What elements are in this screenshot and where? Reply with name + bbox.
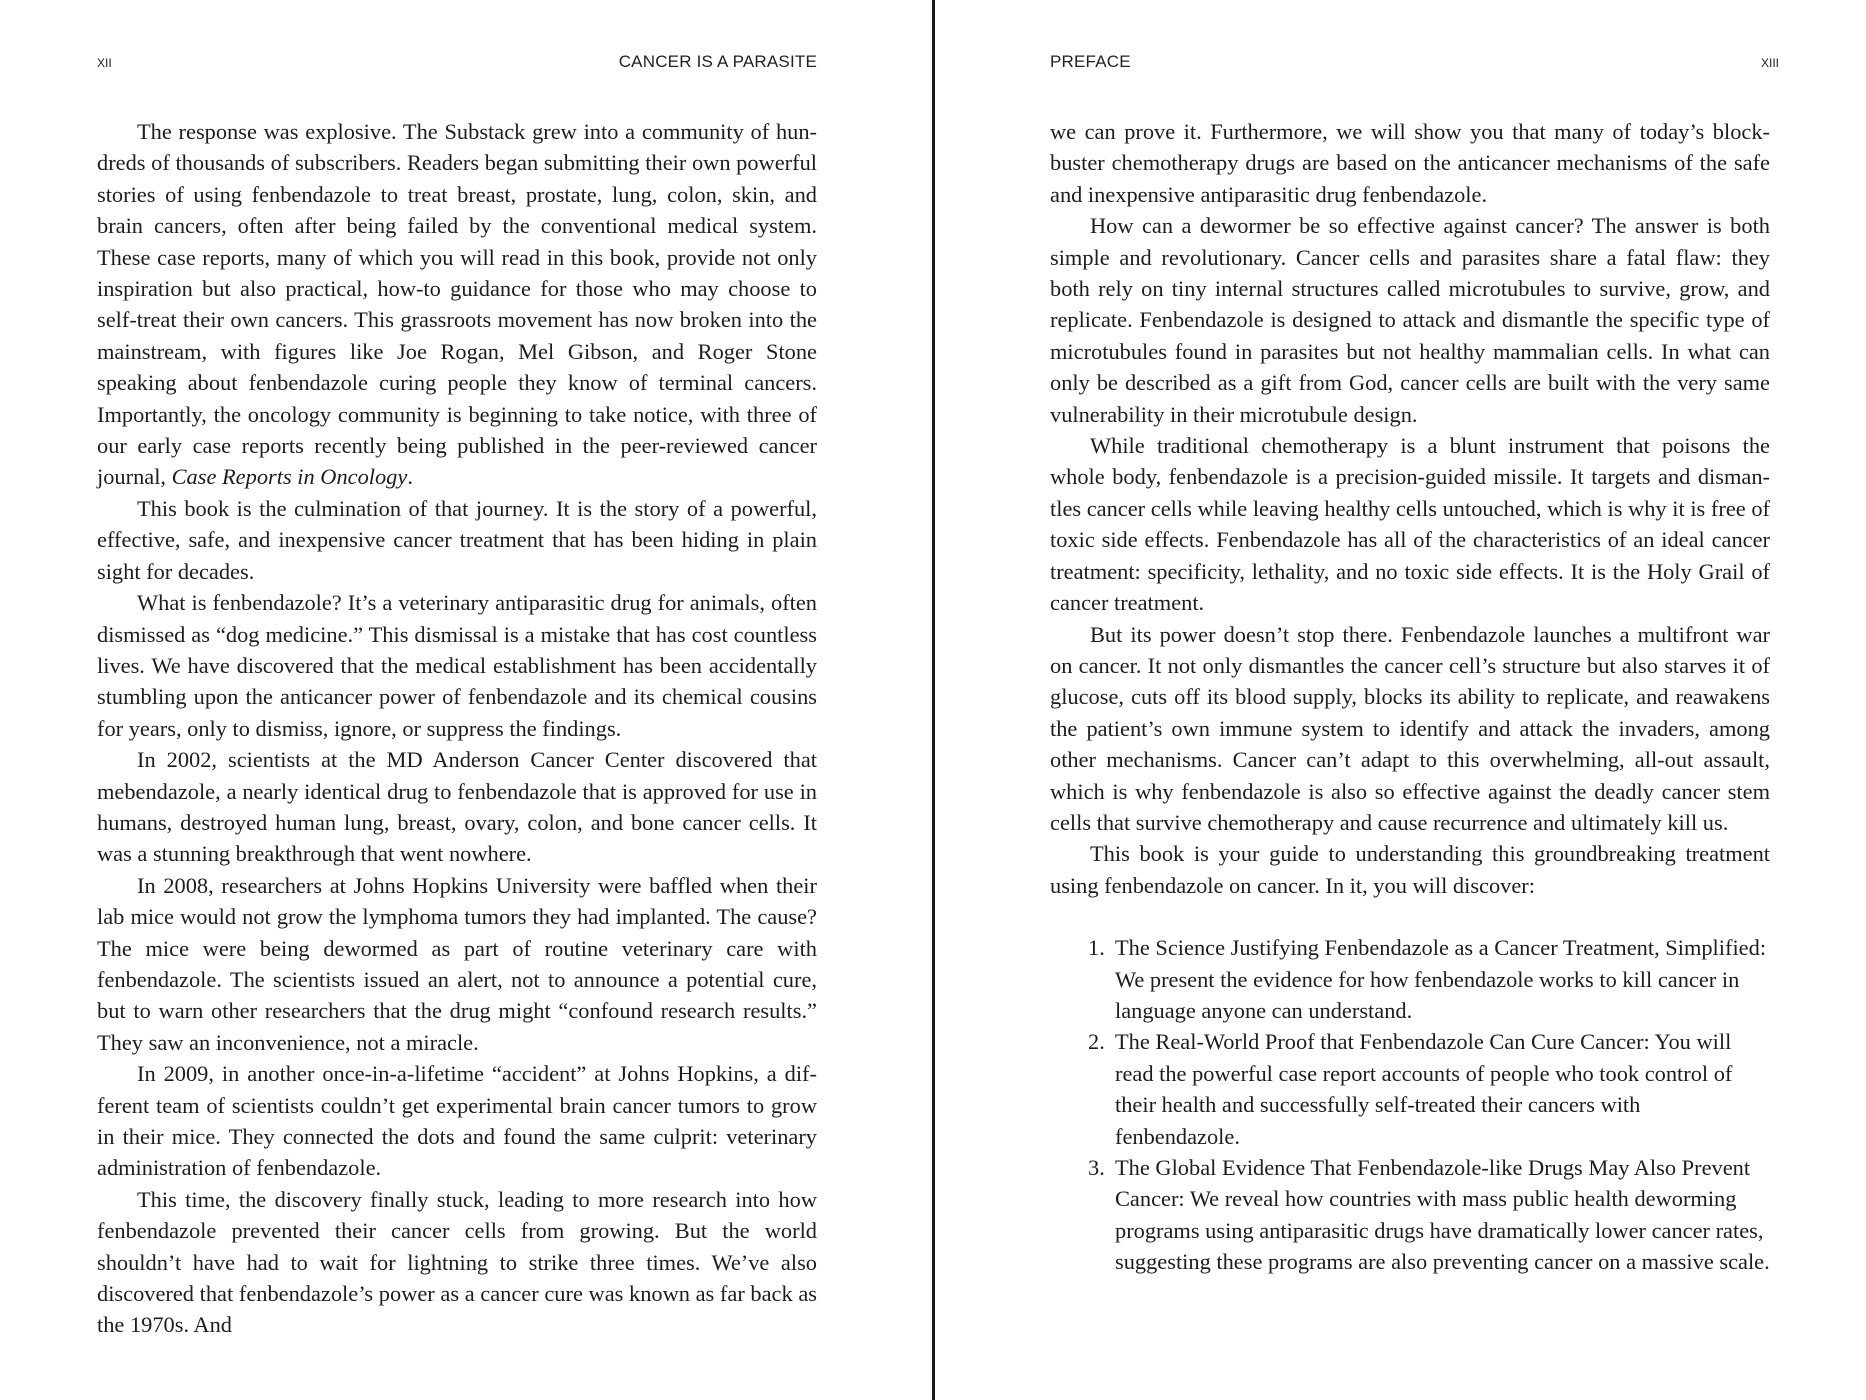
page-number: XII (97, 56, 112, 70)
running-head-chapter-title: PREFACE (1050, 52, 1131, 71)
body-text (1050, 116, 1770, 1278)
paragraph: What is fenbendazole? It’s a veterinary antiparasitic drug for animals, often dismissed as “dog medicine.” This dismissal is a mistake that has cost countless lives. We have discovered that the medical establishment has been accidentally stumbling upon the anticancer power of fenbendazole and its chemical cousins for years, only to dismiss, ignore, or suppress the findings. (97, 590, 817, 741)
paragraph: This book is your guide to understanding this groundbreaking treatment using fenbendazole on cancer. In it, you will discover: (1050, 841, 1770, 898)
journal-title: Case Reports in Oncology (171, 464, 408, 490)
right-page (935, 0, 1866, 1400)
paragraph: In 2009, in another once-in-a-lifetime “accident” at Johns Hopkins, a different team of scientists couldn’t get experimental brain cancer tumors to grow in their mice. They connected the dots and found the same culprit: veterinary administration of fenbendazole. (97, 1061, 817, 1181)
paragraph: we can prove it. Furthermore, we will show you that many of today’s blockbuster chemotherapy drugs are based on the anticancer mechanisms of the safe and inexpensive antiparasitic drug fenbendazole. (1050, 119, 1770, 207)
list-item (1050, 1152, 1770, 1278)
paragraph-text: The response was explosive. The Substack grew into a community of hundreds of thousands of subscribers. Readers began submitting their own powerful stories of using fenbendazole to treat breast, prostate, lung, colon, skin, and brain cancers, often after being failed by the conventional medical system. These case reports, many of which you will read in this book, provide not only inspiration but also practical, how-to guidance for those who may choose to self-treat their own cancers. This grassroots movement has now broken into the mainstream, with figures like Joe Rogan, Mel Gibson, and Roger Stone speaking about fenbendazole curing people they know of terminal cancers. Importantly, the oncology community is beginning to take notice, with three of our early case reports recently being published in the peer-reviewed cancer journal, (97, 119, 817, 490)
list-item-text: The Global Evidence That Fenbendazole-like Drugs May Also Prevent Cancer: We reveal how countries with mass public health deworming programs using antiparasitic drugs have dramatically lower cancer rates, suggesting these programs are also preventing cancer on a massive scale. (1115, 1155, 1770, 1275)
list-item-number: 2. (1088, 1029, 1105, 1055)
paragraph: While traditional chemotherapy is a blunt instrument that poisons the whole body, fenbendazole is a precision-guided missile. It targets and dismantles cancer cells while leaving healthy cells untouched, which is why it is free of toxic side effects. Fenbendazole has all of the characteristics of an ideal cancer treatment: specificity, lethality, and no toxic side effects. It is the Holy Grail of cancer treatment. (1050, 433, 1770, 616)
body-text (97, 116, 817, 1341)
left-page (0, 0, 932, 1400)
running-head-book-title: CANCER IS A PARASITE (618, 52, 817, 71)
list-item-number: 3. (1088, 1155, 1105, 1180)
paragraph: This book is the culmination of that journey. It is the story of a powerful, effective, safe, and inexpensive cancer treatment that has been hiding in plain sight for decades. (97, 495, 817, 584)
list-item-number: 1. (1088, 935, 1105, 961)
paragraph (97, 116, 817, 493)
paragraph: In 2002, scientists at the MD Anderson Cancer Center discovered that mebendazole, a nearly identical drug to fenbendazole that is approved for use in humans, destroyed human lung, breast, ovary, colon, and bone cancer cells. It was a stunning breakthrough that went nowhere. (97, 747, 817, 867)
page-number: XIII (1760, 56, 1779, 70)
paragraph: In 2008, researchers at Johns Hopkins University were baffled when their lab mice would not grow the lymphoma tumors they had implanted. The cause? The mice were being dewormed as part of routine veterinary care with fenbendazole. The scientists issued an alert, not to announce a potential cure, but to warn other researchers that the drug might “confound research results.” They saw an inconvenience, not a miracle. (97, 872, 817, 1055)
paragraph: How can a dewormer be so effective against cancer? The answer is both simple and revolutionary. Cancer cells and parasites share a fatal flaw: they both rely on tiny internal structures called microtubules to survive, grow, and replicate. Fenbendazole is designed to attack and dismantle the specific type of microtubules found in parasites but not healthy mammalian cells. In what can only be described as a gift from God, cancer cells are built with the very same vulnerability in their microtubule design. (1050, 213, 1770, 427)
paragraph-text: . (407, 464, 413, 490)
paragraph: This time, the discovery finally stuck, leading to more research into how fenbendazole prevented their cancer cells from growing. But the world shouldn’t have had to wait for lightning to strike three times. We’ve also discovered that fenbendazole’s power as a cancer cure was known as far back as the 1970s. And (97, 1186, 817, 1338)
list-item-text: The Real-World Proof that Fenbendazole Can Cure Cancer: You will read the powerful case report accounts of people who took control of their health and successfully self-treated their cancers with fenbendazole. (1115, 1029, 1733, 1149)
numbered-list (1050, 932, 1770, 1277)
list-item-text: The Science Justifying Fenbendazole as a Cancer Treatment, Simplified: We present the evidence for how fenbendazole works to kill cancer in language anyone can understand. (1115, 935, 1767, 1023)
paragraph: But its power doesn’t stop there. Fenbendazole launches a multifront war on cancer. It not only dismantles the cancer cell’s structure but also starves it of glucose, cuts off its blood supply, blocks its ability to replicate, and reawakens the patient’s own immune system to identify and attack the invaders, among other mechanisms. Cancer can’t adapt to this overwhelming, all-out assault, which is why fenbendazole is also so effective against the deadly cancer stem cells that survive chemotherapy and cause recurrence and ultimately kill us. (1050, 621, 1770, 835)
list-item (1050, 1026, 1770, 1152)
list-item (1050, 932, 1770, 1026)
